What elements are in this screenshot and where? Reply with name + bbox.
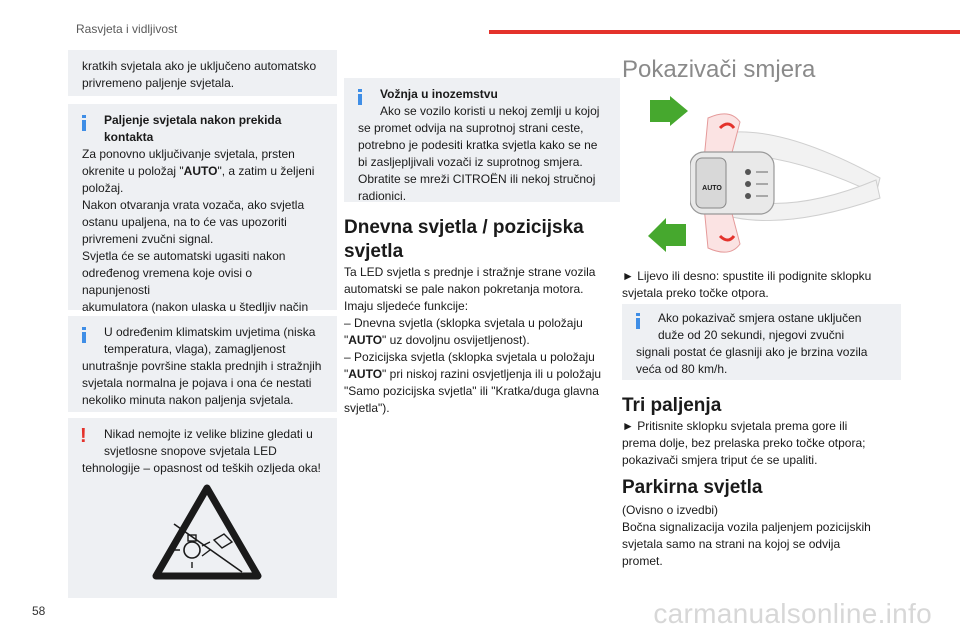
stalk-auto-label: AUTO (702, 185, 722, 192)
page-number: 58 (32, 604, 46, 618)
relight-line: okrenite u položaj "AUTO", a zatim u željeni (82, 164, 315, 178)
drl-heading: Dnevna svjetla / pozicijska svjetla (344, 217, 584, 262)
relight-title: Paljenje svjetala nakon prekida (104, 113, 282, 127)
climate-line: temperatura, vlaga), zamagljenost (104, 342, 286, 356)
relight-line: ostanu upaljena, na to će vas upozoriti (82, 215, 287, 229)
eye-warning-icon (152, 484, 262, 582)
abroad-title: Vožnja u inozemstvu (380, 87, 498, 101)
auto-label: AUTO (348, 333, 383, 347)
abroad-line: bi zasljepljivali vozači iz suprotnog smjera. (358, 155, 583, 169)
indicator-line: signali postat će glasniji ako je brzina vozila (636, 345, 868, 359)
parking-heading: Parkirna svjetla (622, 477, 763, 498)
watermark: carmanualsonline.info (653, 598, 932, 629)
warning-line: tehnologije – opasnost od teških ozljeda oka! (82, 461, 321, 475)
relight-line: položaj. (82, 181, 124, 195)
warning-line: Nikad nemojte iz velike blizine gledati u (104, 427, 313, 441)
auto-label: AUTO (348, 367, 383, 381)
indicators-heading: Pokazivači smjera (622, 56, 816, 83)
info-icon (82, 327, 86, 343)
continued-note-box (68, 50, 337, 96)
note-line: privremeno paljenje svjetala. (82, 76, 235, 90)
relight-line: akumulatora (nakon ulaska u štedljiv način (82, 300, 309, 314)
indicators-text: ► Lijevo ili desno: spustite ili podignite sklopku svjetala preko točke otpora. (622, 269, 872, 300)
header-accent-bar (489, 30, 960, 34)
relight-line: određenog vremena koje ovisi o napunjenosti (82, 266, 253, 297)
relight-line: Nakon otvaranja vrata vozača, ako svjetla (82, 198, 305, 212)
parking-text: (Ovisno o izvedbi) Bočna signalizacija vozila paljenjem pozicijskih svjetala samo na strani na kojoj se odvija promet. (622, 503, 871, 568)
climate-line: nekoliko minuta nakon paljenja svjetala. (82, 393, 294, 407)
abroad-line: radionici. (358, 189, 407, 203)
exclamation-icon: ! (80, 425, 87, 447)
note-line: kratkih svjetala ako je uključeno automatsko (82, 59, 317, 73)
three-flashes-text: ► Pritisnite sklopku svjetala prema gore ili prema dolje, bez prelaska preko točke otpora; pokazivači smjera triput će se upaliti. (622, 419, 866, 467)
relight-note-box (68, 104, 337, 314)
three-flashes-heading: Tri paljenja (622, 395, 722, 416)
drl-text: Ta LED svjetla s prednje i stražnje strane vozila automatski se pale nakon pokretanja motora. Imaju sljedeće funkcije: – Dnevna svjetla (sklopka svjetala u položaju "AUTO" uz dovoljnu osvijetljenost). – Pozicijska svjetla (sklopka svjetala u položaju "AUTO" pri niskoj razini osvjetljenja ili u položaju "Samo pozicijska svjetla" ili "Kratka/duga glavna svjetla"). (344, 265, 602, 415)
relight-line: Svjetla će se automatski ugasiti nakon (82, 249, 286, 263)
info-icon (358, 89, 362, 105)
indicator-line: veća od 80 km/h. (636, 362, 728, 376)
abroad-line: se promet odvija na suprotnoj strani ceste, (358, 121, 584, 135)
climate-line: svjetala normalna je pojava i ona će nestati (82, 376, 312, 390)
auto-label: AUTO (183, 164, 218, 178)
indicator-line: Ako pokazivač smjera ostane uključen (658, 311, 862, 325)
indicator-line: duže od 20 sekundi, njegovi zvučni (658, 328, 845, 342)
light-stalk-illustration (690, 108, 890, 258)
relight-line: Za ponovno uključivanje svjetala, prsten (82, 147, 295, 161)
warning-line: svjetlosne snopove svjetala LED (104, 444, 277, 458)
indicator-note-box (622, 304, 901, 380)
abroad-line: potrebno je podesiti kratka svjetla kako se ne (358, 138, 598, 152)
climate-line: unutrašnje površine stakla prednjih i stražnjih (82, 359, 322, 373)
header-section-title: Rasvjeta i vidljivost (76, 22, 178, 36)
abroad-line: Obratite se mreži CITROËN ili nekoj stručnoj (358, 172, 596, 186)
led-warning-box (68, 418, 337, 598)
info-icon (82, 115, 86, 131)
relight-line: privremeni zvučni signal. (82, 232, 214, 246)
climate-note-box (68, 316, 337, 412)
abroad-note-box (344, 78, 620, 202)
climate-line: U određenim klimatskim uvjetima (niska (104, 325, 316, 339)
arrow-left-icon (646, 216, 690, 254)
abroad-line: Ako se vozilo koristi u nekoj zemlji u kojoj (380, 104, 600, 118)
info-icon (636, 313, 640, 329)
arrow-right-icon (646, 96, 690, 132)
relight-title: kontakta (104, 130, 154, 144)
